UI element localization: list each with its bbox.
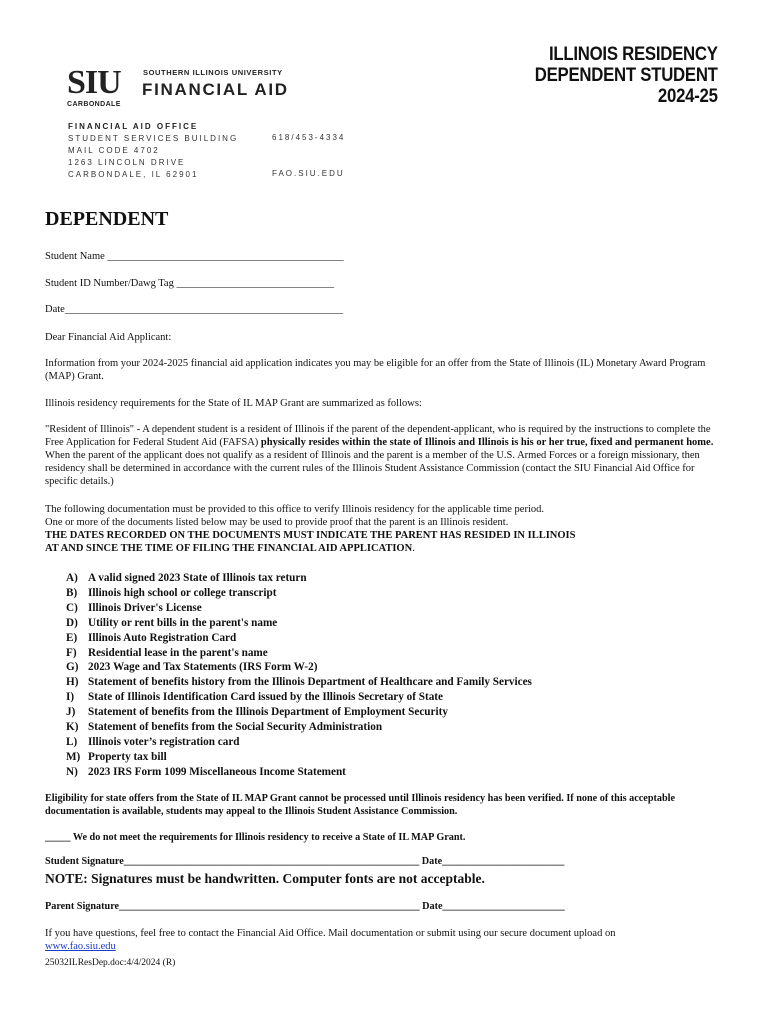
office-phone: 618/453-4334 (272, 133, 346, 142)
logo-campus: CARBONDALE (67, 101, 121, 108)
salutation: Dear Financial Aid Applicant: (45, 332, 172, 343)
list-item: M) Property tax bill (66, 750, 167, 763)
office-web: FAO.SIU.EDU (272, 169, 345, 178)
doc-line-1: The following documentation must be provided to this office to verify Illinois residency for the applicable time period. (45, 504, 545, 515)
website-link-wrap (45, 940, 725, 953)
list-item: L) Illinois voter’s registration card (66, 735, 240, 748)
student-signature-line[interactable]: Student Signature__________________________________________________________ Date________________________ (45, 856, 565, 867)
form-title (535, 44, 718, 107)
documents-list (66, 571, 532, 780)
office-name: FINANCIAL AID OFFICE (68, 122, 199, 131)
definition-text-1: "Resident of Illinois" - A dependent student is a resident of Illinois if the parent of the dependent-applicant, who is required by the instructions to complete the Free Application for Federal Student Aid (FAFSA) (45, 424, 711, 448)
list-item: I) State of Illinois Identification Card issued by the Illinois Secretary of State (66, 691, 443, 704)
doc-line-3: THE DATES RECORDED ON THE DOCUMENTS MUST INDICATE THE PARENT HAS RESIDED IN ILLINOIS (45, 530, 576, 541)
definition-text-2: When the parent of the applicant does not qualify as a resident of Illinois and the parent is a member of the U.S. Armed Forces or a foreign missionary, then residency shall be determined in accordance with the current rules of the Illinois Student Assistance Commission (contact the SIU Financial Aid Office for specific details.) (45, 450, 700, 487)
title-line-2: DEPENDENT STUDENT (535, 64, 718, 86)
list-item: G) 2023 Wage and Tax Statements (IRS Form W-2) (66, 661, 318, 674)
list-item: H) Statement of benefits history from the Illinois Department of Healthcare and Family Services (66, 676, 532, 689)
list-item: D) Utility or rent bills in the parent's name (66, 616, 278, 629)
list-item: F) Residential lease in the parent's name (66, 646, 268, 659)
eligibility-statement: Eligibility for state offers from the State of IL MAP Grant cannot be processed until Illinois residency has been verified. If none of this acceptable documentation is available, students may appeal to the Illinois Student Assistance Commission. (45, 793, 675, 817)
list-item: C) Illinois Driver's License (66, 601, 202, 614)
list-item: B) Illinois high school or college transcript (66, 586, 277, 599)
doc-line-4: AT AND SINCE THE TIME OF FILING THE FINANCIAL AID APPLICATION (45, 543, 413, 554)
documentation-instructions (45, 503, 725, 555)
title-line-1: ILLINOIS RESIDENCY (549, 43, 718, 65)
list-item: A) A valid signed 2023 State of Illinois tax return (66, 572, 307, 584)
definition-bold: physically resides within the state of Illinois and Illinois is his or her true, fixed and permanent home. (260, 437, 714, 448)
list-item: K) Statement of benefits from the Social Security Administration (66, 721, 383, 734)
website-link[interactable]: www.fao.siu.edu (45, 941, 116, 952)
page-heading: DEPENDENT (45, 208, 169, 230)
list-item: E) Illinois Auto Registration Card (66, 631, 237, 644)
signature-note: NOTE: Signatures must be handwritten. Computer fonts are not acceptable. (45, 871, 485, 886)
contact-text: If you have questions, feel free to contact the Financial Aid Office. Mail documentation or submit using our secure document upload on (45, 928, 616, 939)
intro-paragraph: Information from your 2024-2025 financial aid application indicates you may be eligible for an offer from the State of Illinois (IL) Monetary Award Program (MAP) Grant. (45, 358, 706, 382)
student-id-field[interactable]: Student ID Number/Dawg Tag ______________________________ (45, 278, 334, 289)
requirements-intro: Illinois residency requirements for the State of IL MAP Grant are summarized as follows: (45, 398, 422, 409)
office-city: CARBONDALE, IL 62901 (68, 170, 199, 179)
title-line-3: 2024-25 (658, 85, 718, 107)
list-item: N) 2023 IRS Form 1099 Miscellaneous Income Statement (66, 765, 346, 778)
parent-signature-line[interactable]: Parent Signature___________________________________________________________ Date________________________ (45, 901, 565, 912)
office-building: STUDENT SERVICES BUILDING (68, 134, 239, 143)
list-item: J) Statement of benefits from the Illinois Department of Employment Security (66, 706, 448, 719)
office-mail-code: MAIL CODE 4702 (68, 146, 160, 155)
office-street: 1263 LINCOLN DRIVE (68, 158, 186, 167)
doc-line-2: One or more of the documents listed below may be used to provide proof that the parent is an Illinois resident. (45, 517, 509, 528)
student-name-field[interactable]: Student Name _____________________________________________ (45, 251, 344, 262)
doc-line-4-end: . (412, 543, 415, 554)
logo-department: FINANCIAL AID (142, 80, 289, 99)
not-meet-requirements-checkline[interactable]: _____ We do not meet the requirements for Illinois residency to receive a State of IL MAP Grant. (45, 832, 466, 843)
date-field[interactable]: Date_____________________________________________________ (45, 304, 344, 315)
logo-university-name: SOUTHERN ILLINOIS UNIVERSITY (143, 68, 283, 77)
residency-definition (45, 423, 725, 488)
siu-logo: SIU (67, 64, 121, 101)
document-id: 25032ILResDep.doc:4/4/2024 (R) (45, 958, 176, 968)
